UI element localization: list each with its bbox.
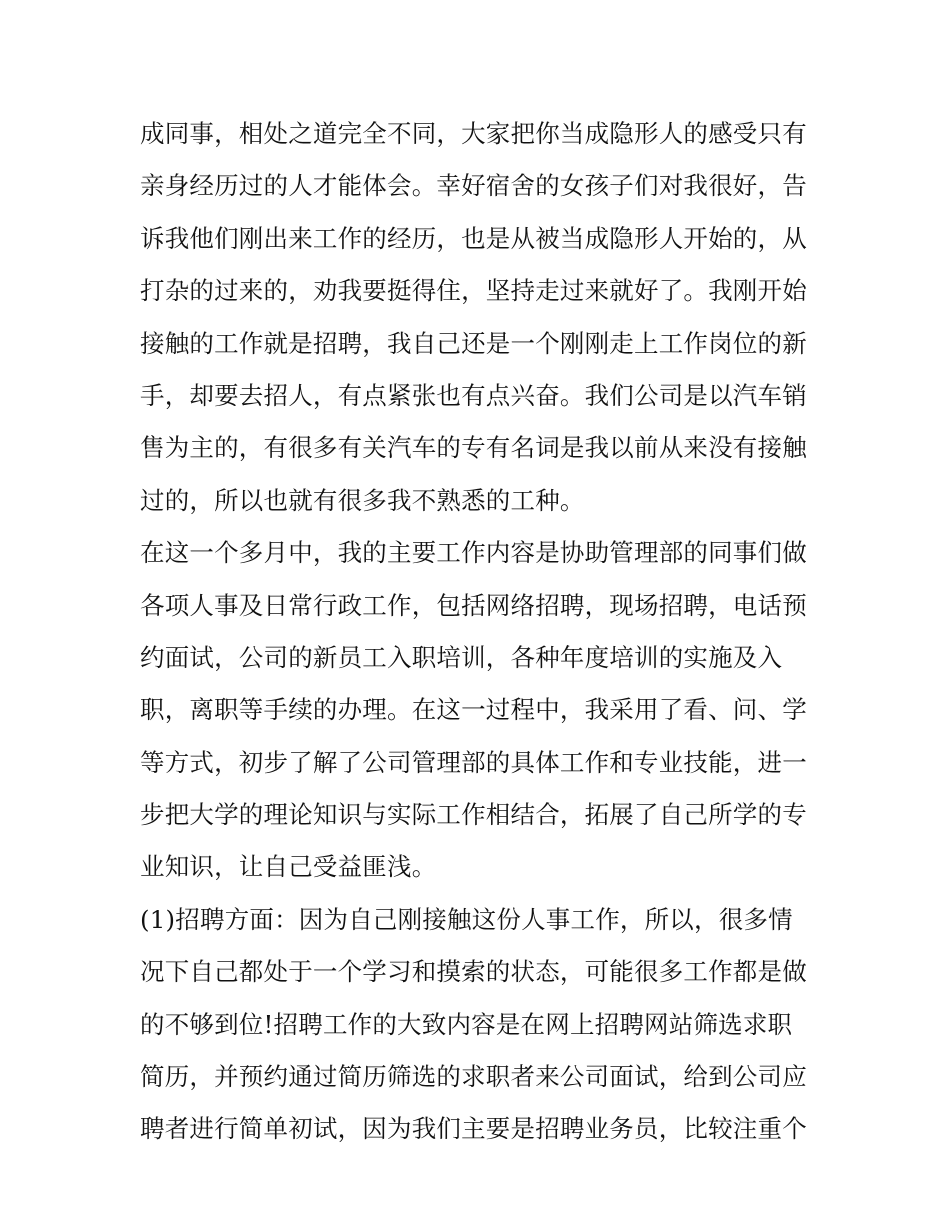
text-line: 打杂的过来的，劝我要挺得住，坚持走过来就好了。我刚开始 bbox=[140, 276, 807, 306]
text-line: 况下自己都处于一个学习和摸索的状态，可能很多工作都是做 bbox=[140, 957, 807, 987]
text-line: 售为主的，有很多有关汽车的专有名词是我以前从来没有接触 bbox=[140, 433, 807, 463]
text-line: 手，却要去招人，有点紧张也有点兴奋。我们公司是以汽车销 bbox=[140, 380, 807, 410]
text-line: 简历，并预约通过简历筛选的求职者来公司面试，给到公司应 bbox=[140, 1062, 807, 1092]
text-line: 职，离职等手续的办理。在这一过程中，我采用了看、问、学 bbox=[140, 695, 807, 725]
text-line: 聘者进行简单初试，因为我们主要是招聘业务员，比较注重个 bbox=[140, 1114, 807, 1144]
text-line: 接触的工作就是招聘，我自己还是一个刚刚走上工作岗位的新 bbox=[140, 328, 807, 358]
text-line: 各项人事及日常行政工作，包括网络招聘，现场招聘，电话预 bbox=[140, 590, 807, 620]
text-line: 亲身经历过的人才能体会。幸好宿舍的女孩子们对我很好，告 bbox=[140, 171, 807, 201]
text-line: 约面试，公司的新员工入职培训，各种年度培训的实施及入 bbox=[140, 642, 783, 672]
text-line: 在这一个多月中，我的主要工作内容是协助管理部的同事们做 bbox=[140, 538, 807, 568]
text-line: 步把大学的理论知识与实际工作相结合，拓展了自己所学的专 bbox=[140, 800, 807, 830]
text-line: (1)招聘方面：因为自己刚接触这份人事工作，所以，很多情 bbox=[140, 904, 793, 934]
text-line: 等方式，初步了解了公司管理部的具体工作和专业技能，进一 bbox=[140, 747, 807, 777]
body-text bbox=[140, 108, 820, 1156]
text-line: 诉我他们刚出来工作的经历，也是从被当成隐形人开始的，从 bbox=[140, 223, 807, 253]
text-line: 成同事，相处之道完全不同，大家把你当成隐形人的感受只有 bbox=[140, 119, 807, 148]
text-line: 过的，所以也就有很多我不熟悉的工种。 bbox=[140, 485, 585, 515]
text-line: 的不够到位!招聘工作的大致内容是在网上招聘网站筛选求职 bbox=[140, 1009, 793, 1039]
text-line: 业知识，让自己受益匪浅。 bbox=[140, 852, 437, 882]
